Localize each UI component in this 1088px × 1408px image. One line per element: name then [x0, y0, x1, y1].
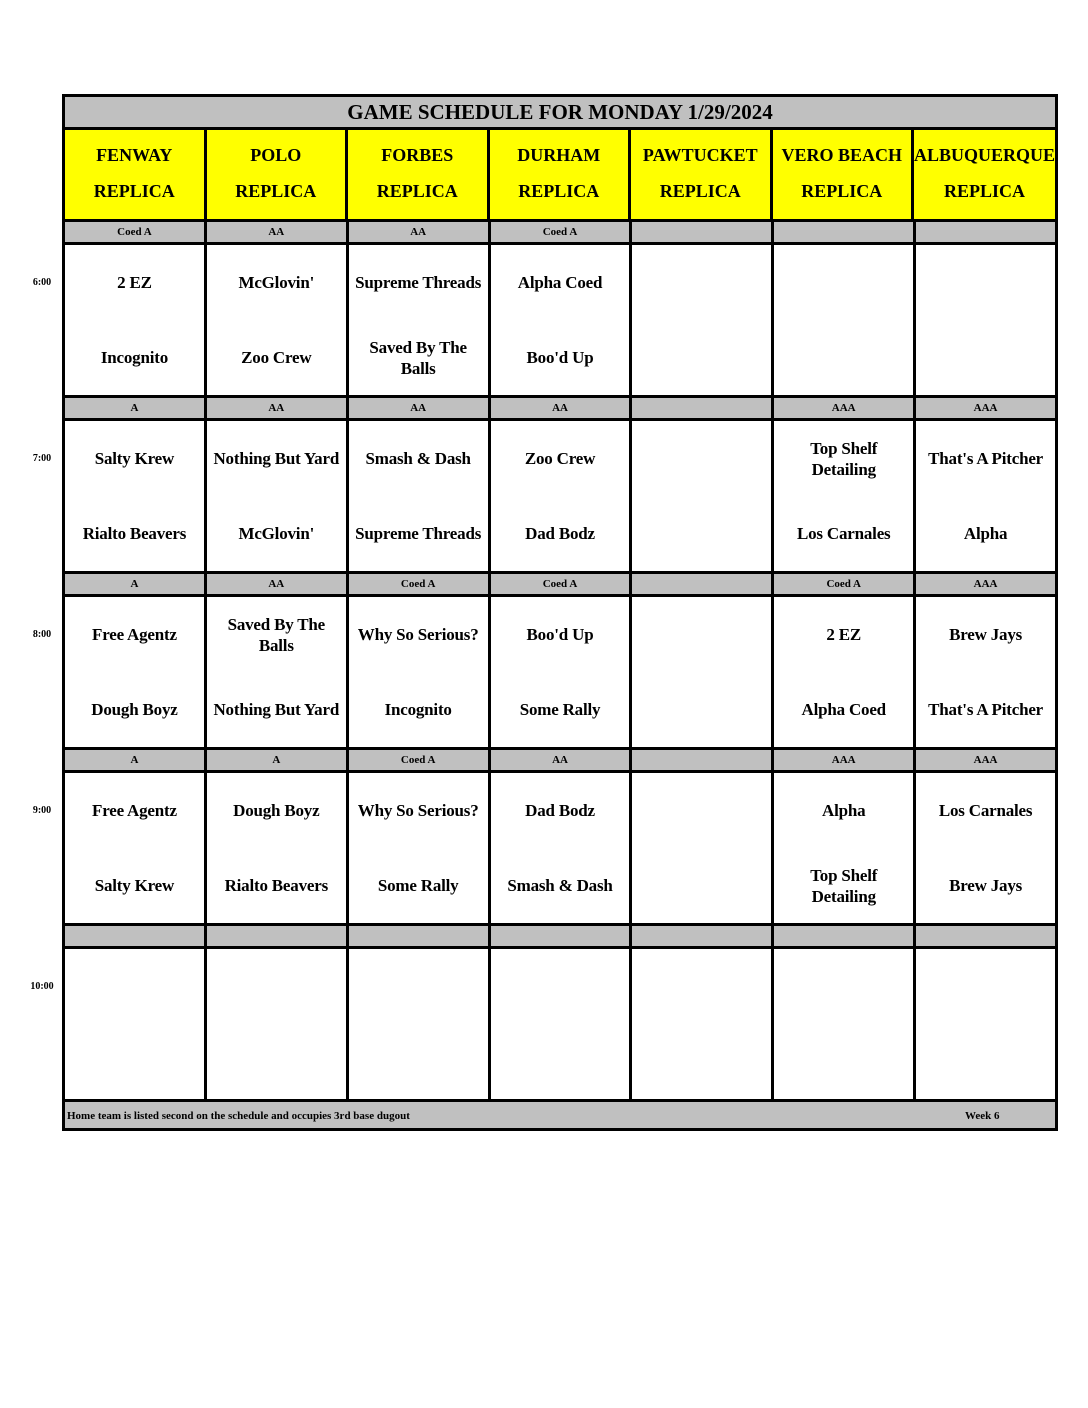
game-cell: [349, 597, 491, 747]
away-team: Supreme Threads: [355, 273, 482, 292]
away-team: Top Shelf Detailing: [810, 438, 878, 479]
division-row: [65, 574, 1055, 597]
away-team: Saved By The Balls: [227, 614, 325, 655]
field-subtitle: REPLICA: [93, 180, 175, 201]
home-team: [632, 672, 771, 747]
away-team: Salty Krew: [94, 449, 175, 468]
division-label: A: [65, 574, 207, 594]
away-team: [774, 949, 913, 1024]
away-team: Boo'd Up: [526, 625, 594, 644]
game-row: [65, 245, 1055, 398]
away-team: Dough Boyz: [233, 801, 320, 820]
away-team: [632, 773, 771, 848]
division-label: [774, 222, 916, 242]
time-slots: [65, 222, 1055, 1102]
away-team: [632, 597, 771, 672]
game-cell: [916, 773, 1055, 923]
game-cell: [916, 597, 1055, 747]
away-team: 2 EZ: [826, 625, 862, 644]
home-team: [349, 1024, 488, 1099]
home-team: [916, 320, 1055, 395]
division-label: AA: [207, 398, 349, 418]
game-cell: [207, 773, 349, 923]
field-header: [65, 130, 207, 219]
game-cell: [632, 773, 774, 923]
field-name: VERO BEACH: [781, 145, 902, 166]
division-label: Coed A: [491, 574, 633, 594]
away-team: [207, 949, 346, 1024]
division-label: [207, 926, 349, 946]
field-name: PAWTUCKET: [642, 145, 758, 166]
home-team: Brew Jays: [949, 876, 1023, 895]
division-label: [632, 574, 774, 594]
game-cell: [491, 773, 633, 923]
game-cell: [65, 421, 207, 571]
away-team: [916, 949, 1055, 1024]
home-team: Los Carnales: [796, 524, 891, 543]
schedule-table: [62, 94, 1058, 1131]
away-team: Brew Jays: [949, 625, 1023, 644]
home-team: Nothing But Yard: [213, 700, 340, 719]
time-label: 6:00: [32, 277, 52, 288]
field-header: [490, 130, 632, 219]
home-team: Salty Krew: [94, 876, 175, 895]
time-label: 10:00: [30, 981, 54, 992]
away-team: McGlovin': [238, 273, 315, 292]
game-cell: [349, 773, 491, 923]
division-label: [65, 926, 207, 946]
field-name: FORBES: [381, 145, 454, 166]
home-team: [632, 320, 771, 395]
field-name: ALBUQUERQUE: [914, 145, 1056, 166]
game-row: [65, 597, 1055, 750]
division-label: [632, 750, 774, 770]
home-team: [207, 1024, 346, 1099]
game-cell: [491, 949, 633, 1099]
home-team: Zoo Crew: [241, 348, 312, 367]
game-row: [65, 773, 1055, 926]
home-team: [774, 320, 913, 395]
game-row: [65, 421, 1055, 574]
away-team: Nothing But Yard: [213, 449, 340, 468]
game-cell: [207, 245, 349, 395]
division-label: [632, 222, 774, 242]
home-team: [916, 1024, 1055, 1099]
home-team: Alpha Coed: [801, 700, 886, 719]
field-header: [914, 130, 1055, 219]
home-team: [632, 496, 771, 571]
time-label: 9:00: [32, 805, 52, 816]
division-label: AA: [491, 398, 633, 418]
division-row: [65, 398, 1055, 421]
division-label: Coed A: [65, 222, 207, 242]
field-name: FENWAY: [96, 145, 173, 166]
home-team: Alpha: [963, 524, 1008, 543]
away-team: Alpha Coed: [517, 273, 603, 292]
home-team: [774, 1024, 913, 1099]
home-team: Rialto Beavers: [82, 524, 187, 543]
game-cell: [349, 421, 491, 571]
field-header: [631, 130, 773, 219]
home-team: [632, 848, 771, 923]
home-team: Saved By The Balls: [369, 337, 467, 378]
away-team: Alpha: [822, 801, 866, 820]
home-team-note: Home team is listed second on the schedule and occupies 3rd base dugout: [67, 1110, 410, 1122]
game-cell: [774, 773, 916, 923]
division-label: AAA: [774, 750, 916, 770]
division-label: Coed A: [491, 222, 633, 242]
away-team: [632, 245, 771, 320]
division-label: AA: [207, 222, 349, 242]
away-team: Smash & Dash: [365, 449, 471, 468]
game-row: [65, 949, 1055, 1102]
home-team: Boo'd Up: [526, 348, 594, 367]
schedule-title: GAME SCHEDULE FOR MONDAY 1/29/2024: [65, 97, 1055, 130]
home-team: Some Rally: [519, 700, 601, 719]
field-header: [773, 130, 915, 219]
game-cell: [774, 949, 916, 1099]
away-team: [491, 949, 630, 1024]
game-cell: [774, 421, 916, 571]
home-team: Rialto Beavers: [224, 876, 328, 895]
division-label: AAA: [916, 398, 1055, 418]
game-cell: [207, 949, 349, 1099]
division-label: Coed A: [774, 574, 916, 594]
division-label: AA: [207, 574, 349, 594]
home-team: Incognito: [384, 700, 452, 719]
home-team: [65, 1024, 204, 1099]
away-team: Dad Bodz: [525, 801, 595, 820]
game-cell: [916, 949, 1055, 1099]
away-team: [349, 949, 488, 1024]
away-team: Free Agentz: [92, 625, 177, 644]
away-team: Zoo Crew: [524, 449, 596, 468]
home-team: Supreme Threads: [355, 524, 482, 543]
week-label: Week 6: [965, 1110, 1000, 1122]
home-team: Some Rally: [377, 876, 459, 895]
division-label: Coed A: [349, 750, 491, 770]
home-team: [632, 1024, 771, 1099]
game-cell: [632, 245, 774, 395]
away-team: Why So Serious?: [357, 801, 479, 820]
game-cell: [916, 245, 1055, 395]
game-cell: [774, 245, 916, 395]
away-team: Why So Serious?: [357, 625, 479, 644]
game-cell: [65, 597, 207, 747]
home-team: That's A Pitcher: [928, 700, 1044, 719]
game-cell: [916, 421, 1055, 571]
game-cell: [632, 421, 774, 571]
division-label: Coed A: [349, 574, 491, 594]
home-team: Top Shelf Detailing: [810, 865, 878, 906]
time-label: 7:00: [32, 453, 52, 464]
home-team: Dough Boyz: [91, 700, 178, 719]
away-team: That's A Pitcher: [928, 449, 1044, 468]
division-label: [916, 926, 1055, 946]
home-team: Smash & Dash: [507, 876, 613, 895]
away-team: Free Agentz: [92, 801, 177, 820]
away-team: [916, 245, 1055, 320]
game-cell: [65, 949, 207, 1099]
away-team: [632, 949, 771, 1024]
schedule-footer: [65, 1102, 1055, 1128]
division-label: A: [65, 398, 207, 418]
field-name: DURHAM: [517, 145, 601, 166]
home-team: McGlovin': [238, 524, 315, 543]
field-subtitle: REPLICA: [801, 180, 883, 201]
game-cell: [65, 773, 207, 923]
division-label: AAA: [774, 398, 916, 418]
away-team: [774, 245, 913, 320]
game-cell: [207, 597, 349, 747]
game-cell: [491, 421, 633, 571]
home-team: [491, 1024, 630, 1099]
game-cell: [491, 597, 633, 747]
division-label: A: [207, 750, 349, 770]
game-cell: [349, 245, 491, 395]
division-label: [491, 926, 633, 946]
division-label: AA: [349, 222, 491, 242]
division-label: AAA: [916, 574, 1055, 594]
division-row: [65, 750, 1055, 773]
away-team: [65, 949, 204, 1024]
field-subtitle: REPLICA: [659, 180, 741, 201]
field-subtitle: REPLICA: [235, 180, 317, 201]
field-subtitle: REPLICA: [518, 180, 600, 201]
division-label: [632, 398, 774, 418]
game-cell: [65, 245, 207, 395]
division-label: AA: [491, 750, 633, 770]
division-label: [632, 926, 774, 946]
field-header-row: [65, 130, 1055, 222]
division-label: [916, 222, 1055, 242]
away-team: 2 EZ: [117, 273, 152, 292]
away-team: Los Carnales: [938, 801, 1033, 820]
away-team: [632, 421, 771, 496]
division-row: [65, 222, 1055, 245]
division-label: [349, 926, 491, 946]
home-team: Incognito: [100, 348, 168, 367]
time-label: 8:00: [32, 629, 52, 640]
field-header: [207, 130, 349, 219]
field-name: POLO: [250, 145, 302, 166]
game-cell: [207, 421, 349, 571]
division-label: A: [65, 750, 207, 770]
home-team: Dad Bodz: [525, 524, 595, 543]
game-cell: [632, 597, 774, 747]
division-label: AAA: [916, 750, 1055, 770]
game-cell: [632, 949, 774, 1099]
division-label: AA: [349, 398, 491, 418]
division-label: [774, 926, 916, 946]
field-subtitle: REPLICA: [944, 180, 1026, 201]
field-subtitle: REPLICA: [376, 180, 458, 201]
game-cell: [491, 245, 633, 395]
division-row: [65, 926, 1055, 949]
game-cell: [349, 949, 491, 1099]
field-header: [348, 130, 490, 219]
game-cell: [774, 597, 916, 747]
